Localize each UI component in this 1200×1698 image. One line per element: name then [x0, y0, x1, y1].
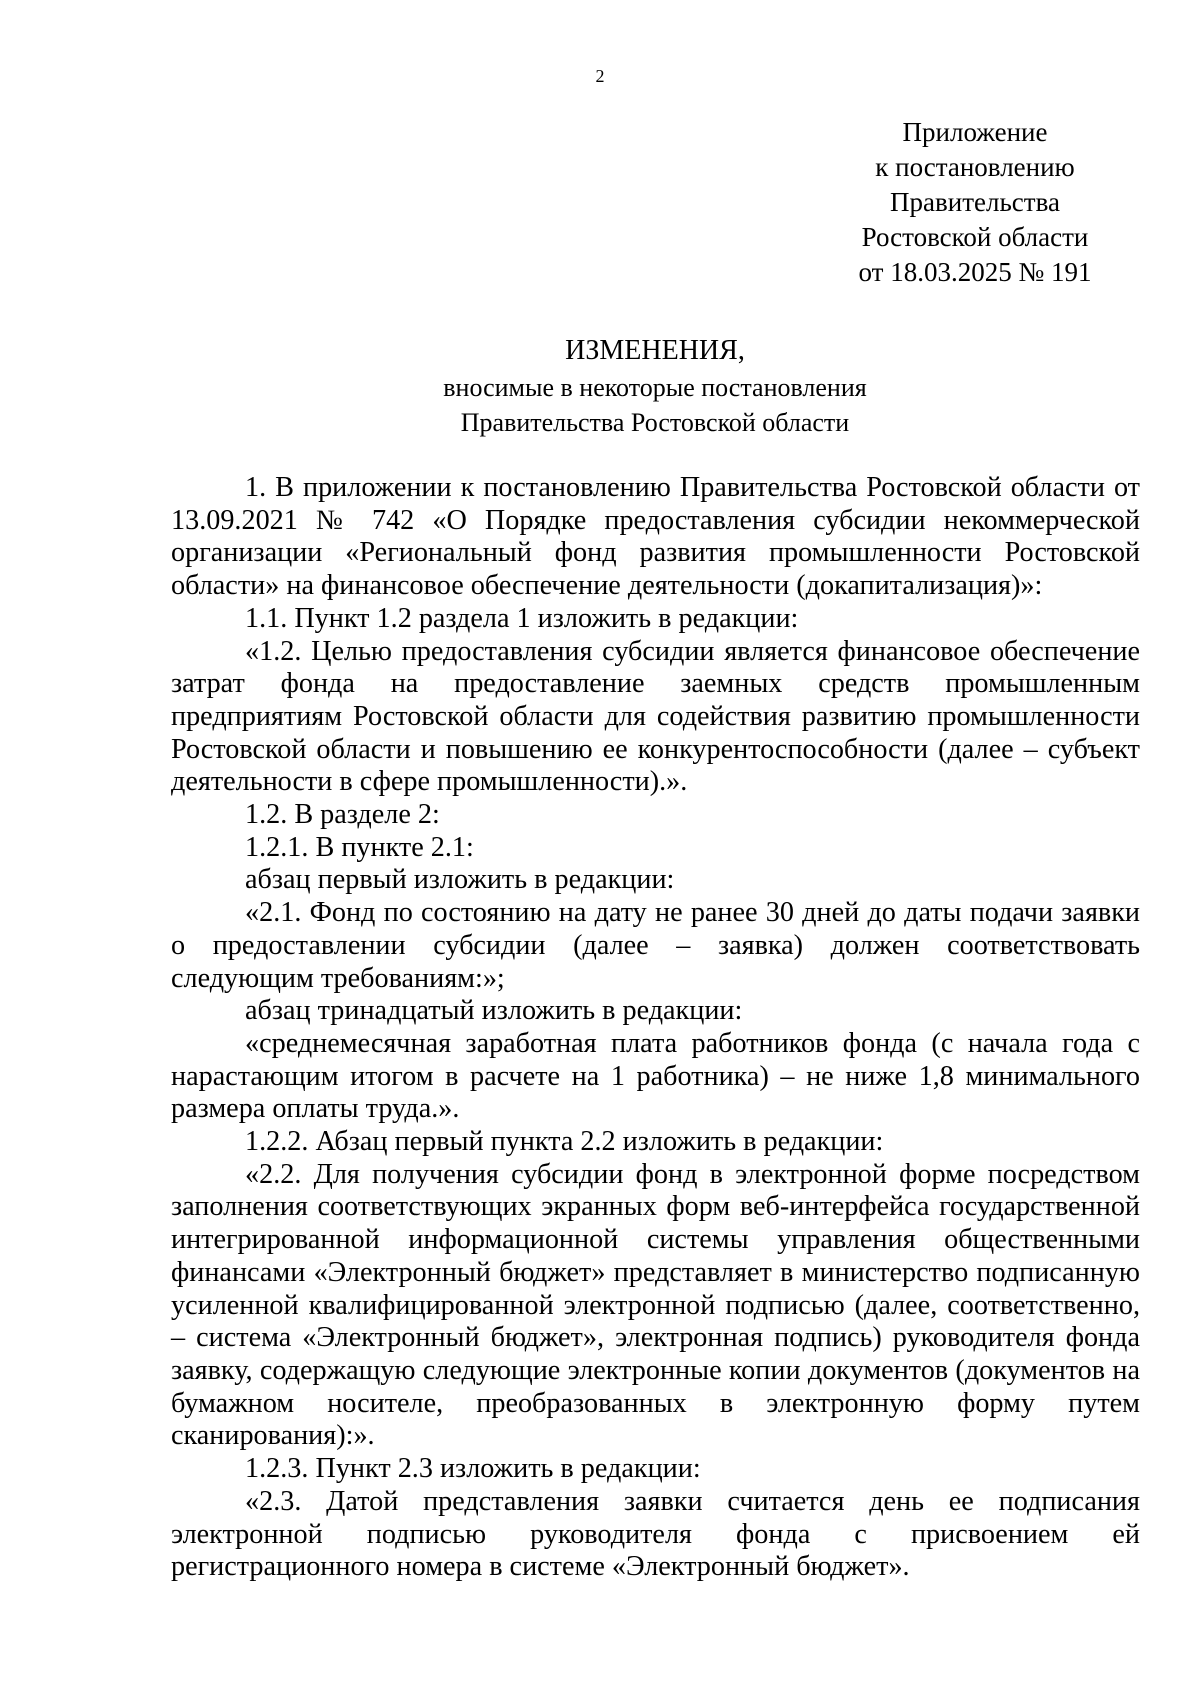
body-paragraph: «среднемесячная заработная плата работников фонда (с начала года с нарастающим итогом в расчете на 1 работника) – не ниже 1,8 минимального размера оплаты труда.».	[171, 1027, 1140, 1125]
page-number: 2	[595, 66, 605, 86]
body-paragraph: абзац первый изложить в редакции:	[245, 864, 675, 896]
body-paragraph: абзац тринадцатый изложить в редакции:	[245, 995, 743, 1027]
document-title: ИЗМЕНЕНИЯ,	[565, 335, 745, 366]
body-paragraph: 1.2.2. Абзац первый пункта 2.2 изложить в редакции:	[245, 1126, 884, 1158]
body-paragraph: «2.1. Фонд по состоянию на дату не ранее 30 дней до даты подачи заявки о предоставлении субсидии (далее – заявка) должен соответствовать следующим требованиям:»;	[171, 897, 1140, 994]
body-paragraph: 1.2.3. Пункт 2.3 изложить в редакции:	[245, 1453, 701, 1485]
document-subtitle-line-2: Правительства Ростовской области	[460, 408, 850, 437]
body-paragraph: «1.2. Целью предоставления субсидии является финансовое обеспечение затрат фонда на предоставление заемных средств промышленным предприятиям Ростовской области для содействия развитию промышленности Ростовской области и повышению ее конкурентоспособности (далее – субъект деятельности в сфере промышленности).».	[171, 635, 1140, 798]
document-body	[171, 472, 1140, 1584]
body-paragraph: 1.1. Пункт 1.2 раздела 1 изложить в редакции:	[245, 602, 799, 634]
approval-line-attachment: Приложение	[902, 117, 1048, 147]
body-paragraph: «2.3. Датой представления заявки считается день ее подписания электронной подписью руководителя фонда с присвоением ей регистрационного номера в системе «Электронный бюджет».	[171, 1485, 1140, 1583]
body-paragraph: 1. В приложении к постановлению Правительства Ростовской области от 13.09.2021 № 742 «О Порядке предоставления субсидии некоммерческой организации «Региональный фонд развития промышленности Ростовской области» на финансовое обеспечение деятельности (докапитализация)»:	[171, 472, 1140, 602]
approval-block	[820, 115, 1130, 290]
body-paragraph: 1.2. В разделе 2:	[245, 799, 440, 831]
approval-line-government: Правительства	[890, 187, 1060, 217]
approval-line-to-resolution: к постановлению	[875, 152, 1075, 182]
approval-line-region: Ростовской области	[861, 222, 1089, 252]
document-subtitle-line-1: вносимые в некоторые постановления	[443, 373, 867, 402]
approval-line-date-number: от 18.03.2025 № 191	[858, 257, 1092, 287]
body-paragraph: «2.2. Для получения субсидии фонд в электронной форме посредством заполнения соответствующих экранных форм веб-интерфейса государственной интегрированной информационной системы управления общественными финансами «Электронный бюджет» представляет в министерство подписанную усиленной квалифицированной электронной подписью (далее, соответственно, – система «Электронный бюджет», электронная подпись) руководителя фонда заявку, содержащую следующие электронные копии документов (документов на бумажном носителе, преобразованных в электронную форму путем сканирования):».	[171, 1158, 1140, 1452]
document-title-block	[170, 332, 1140, 440]
body-paragraph: 1.2.1. В пункте 2.1:	[245, 831, 474, 863]
